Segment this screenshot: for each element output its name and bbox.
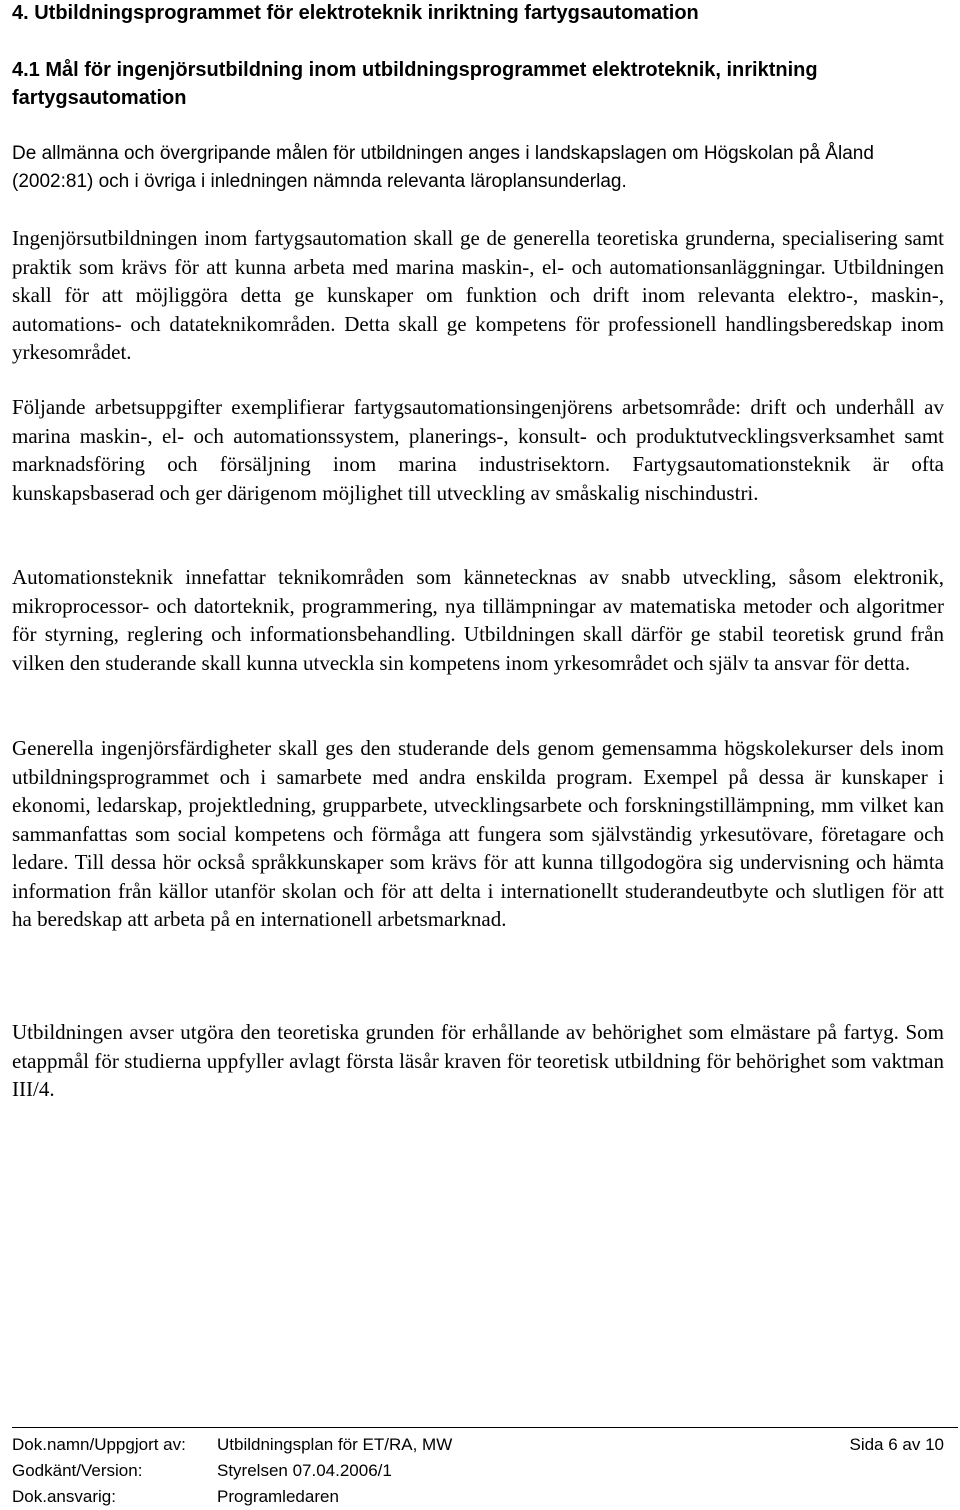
footer-divider xyxy=(12,1427,958,1428)
page-number: Sida 6 av 10 xyxy=(849,1435,944,1454)
footer-label: Dok.namn/Uppgjort av: xyxy=(12,1435,186,1454)
footer-value: Programledaren xyxy=(217,1487,339,1506)
footer-label: Godkänt/Version: xyxy=(12,1461,143,1480)
footer-value: Utbildningsplan för ET/RA, MW xyxy=(217,1435,453,1454)
footer-row-responsible xyxy=(12,1484,958,1510)
footer-value: Styrelsen 07.04.2006/1 xyxy=(217,1461,392,1480)
body-paragraph: Utbildningen avser utgöra den teoretiska grunden för erhållande av behörighet som elmästare på fartyg. Som etappmål för studierna uppfyller avlagt första läsår kraven för teoretisk utbildning för behörighet som vaktman III/4. xyxy=(12,1020,944,1101)
footer-row-approved-version xyxy=(12,1458,958,1484)
body-paragraph: Automationsteknik innefattar teknikområden som kännetecknas av snabb utveckling, såsom elektronik, mikroprocessor- och datorteknik, programmering, nya tillämpningar av matematiska metoder och algoritmer för styrning, reglering och informationsbehandling. Utbildningen skall därför ge stabil teoretisk grund från vilken den studerande skall kunna utveckla sin kompetens inom yrkesområdet och själv ta ansvar för detta. xyxy=(12,565,944,675)
footer-row-document-name xyxy=(12,1432,958,1458)
page-footer xyxy=(12,1432,958,1510)
body-paragraph: Ingenjörsutbildningen inom fartygsautomation skall ge de generella teoretiska grunderna, specialisering samt praktik som krävs för att kunna arbeta med marina maskin-, el- och automationsanläggningar. Utbildningen skall för att möjliggöra detta ge kunskaper om funktion och drift inom relevanta elektro-, maskin-, automations- och datateknikområden. Detta skall ge kompetens för professionell handlingsberedskap inom yrkesområdet. xyxy=(12,226,944,364)
body-paragraph: Generella ingenjörsfärdigheter skall ges den studerande dels genom gemensamma högskolekurser dels inom utbildningsprogrammet och i samarbete med andra enskilda program. Exempel på dessa är kunskaper i ekonomi, ledarskap, projektledning, grupparbete, utvecklingsarbete och forskningstillämpning, mm vilket kan sammanfattas som social kompetens och förmåga att fungera som självständig yrkesutövare, företagare och ledare. Till dessa hör också språkkunskaper som krävs för att kunna tillgodogöra sig undervisning och hämta information från källor utanför skolan och för att delta i internationellt studerandeutbyte och slutligen för att ha beredskap att arbeta på en internationell arbetsmarknad. xyxy=(12,736,944,931)
body-paragraph: Följande arbetsuppgifter exemplifierar fartygsautomationsingenjörens arbetsområde: drift och underhåll av marina maskin-, el- och automationssystem, planerings-, konsult- och produktutvecklingsverksamhet samt marknadsföring och försäljning inom marina industrisektorn. Fartygsautomationsteknik är ofta kunskapsbaserad och ger därigenom möjlighet till utveckling av småskalig nischindustri. xyxy=(12,395,944,505)
footer-label: Dok.ansvarig: xyxy=(12,1487,116,1506)
chapter-heading: 4. Utbildningsprogrammet för elektroteknik inriktning fartygsautomation xyxy=(12,2,699,24)
section-heading: 4.1 Mål för ingenjörsutbildning inom utbildningsprogrammet elektroteknik, inriktning fartygsautomation xyxy=(12,59,818,109)
intro-paragraph: De allmänna och övergripande målen för utbildningen anges i landskapslagen om Högskolan på Åland (2002:81) och i övriga i inledningen nämnda relevanta läroplansunderlag. xyxy=(12,143,874,192)
